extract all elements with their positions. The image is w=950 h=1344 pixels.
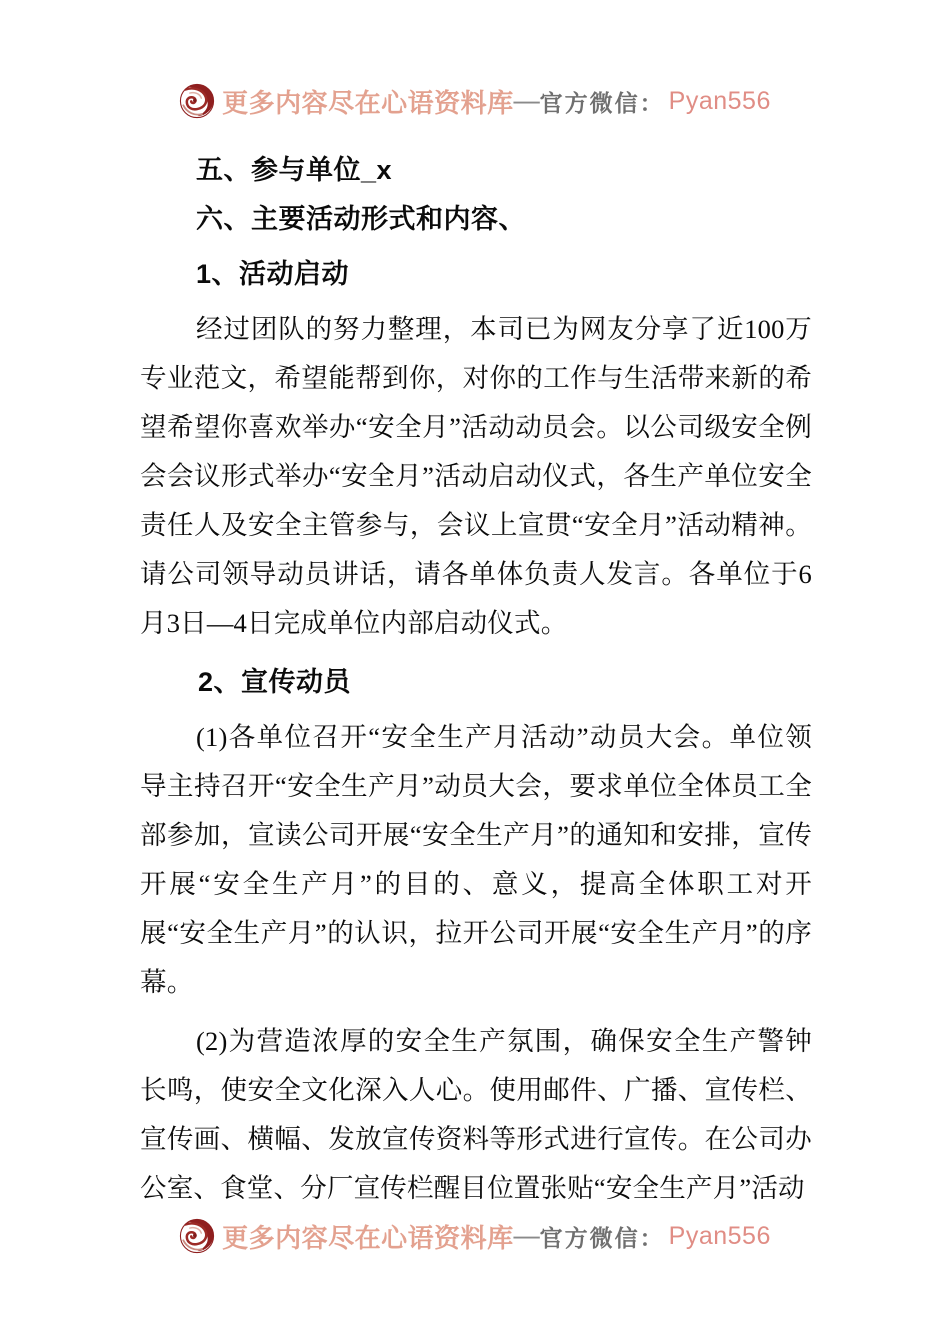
heading-subsection-mobilization: 2、宣传动员 [198, 667, 352, 697]
watermark-wechat-label: 官方微信： [539, 1225, 665, 1251]
heading-section-six: 六、主要活动形式和内容、 [196, 204, 526, 234]
paragraph-mobilization-item-1: (1)各单位召开“安全生产月活动”动员大会。单位领导主持召开“安全生产月”动员大会，要求单位全体员工全部参加，宣读公司开展“安全生产月”的通知和安排，宣传开展“安全生产月”的目的、意义，提高全体职工对开展“安全生产月”的认识，拉开公司开展“安全生产月”的序幕。 [140, 722, 812, 997]
watermark-wechat-id: Pyan556 [668, 1221, 771, 1250]
watermark-main-text: 更多内容尽在心语资料库 [222, 88, 514, 118]
spacer [140, 1007, 812, 1017]
watermark-separator: — [513, 86, 540, 115]
document-content [140, 146, 812, 1213]
heading-section-five: 五、参与单位_x [196, 155, 393, 185]
watermark-separator: — [513, 1221, 540, 1250]
paragraph-activity-launch: 经过团队的努力整理，本司已为网友分享了近100万专业范文，希望能帮到你，对你的工作与生活带来新的希望希望你喜欢举办“安全月”活动动员会。以公司级安全例会会议形式举办“安全月”活动启动仪式，各生产单位安全责任人及安全主管参与，会议上宣贯“安全月”活动精神。请公司领导动员讲话，请各单体负责人发言。各单位于6月3日—4日完成单位内部启动仪式。 [140, 314, 812, 638]
watermark-wechat-id: Pyan556 [668, 86, 771, 115]
spacer [140, 648, 812, 658]
paragraph-mobilization-item-2: (2)为营造浓厚的安全生产氛围，确保安全生产警钟长鸣，使安全文化深入人心。使用邮件、广播、宣传栏、宣传画、横幅、发放宣传资料等形式进行宣传。在公司办公室、食堂、分厂宣传栏醒目位置张贴“安全生产月”活动 [140, 1026, 812, 1203]
footer-watermark [0, 1215, 950, 1257]
circular-brush-emblem-icon [179, 83, 215, 119]
watermark-wechat-label: 官方微信： [539, 90, 665, 116]
header-watermark [0, 80, 950, 122]
heading-subsection-activity-launch: 1、活动启动 [196, 259, 350, 289]
watermark-main-text: 更多内容尽在心语资料库 [222, 1223, 514, 1253]
circular-brush-emblem-icon [179, 1218, 215, 1254]
